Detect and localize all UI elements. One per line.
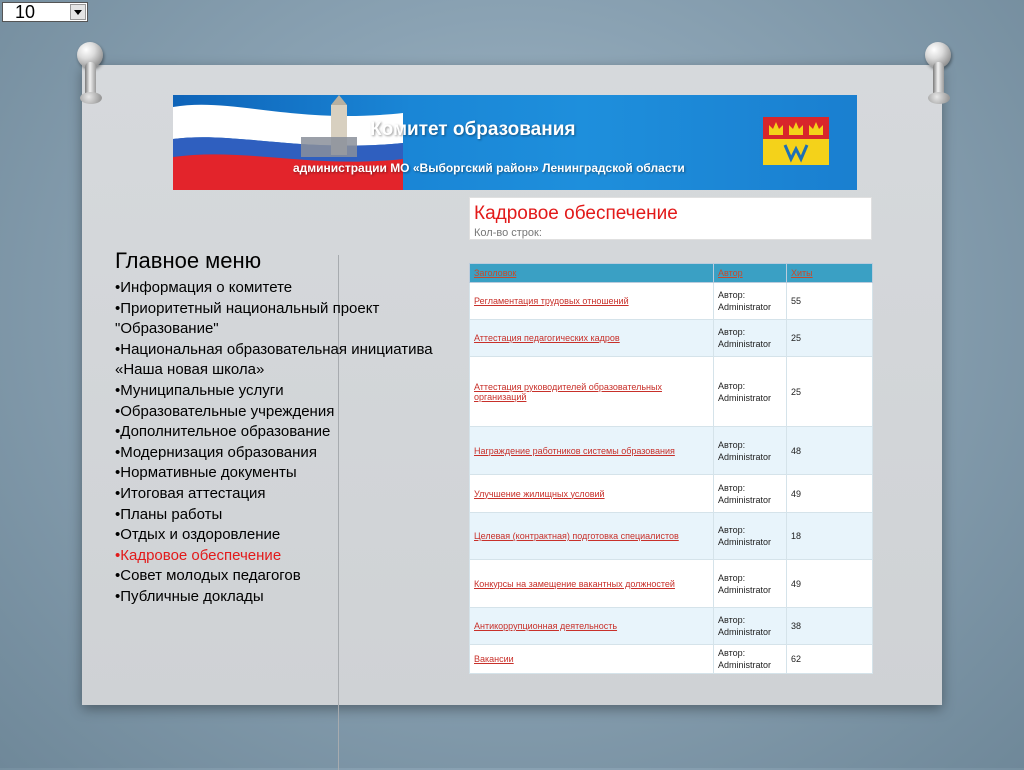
article-link[interactable]: Конкурсы на замещение вакантных должностей <box>474 578 675 589</box>
menu-item[interactable]: •Приоритетный национальный проект "Образование" <box>115 299 380 338</box>
table-row <box>470 475 873 513</box>
hits-cell: 38 <box>787 608 873 645</box>
hits-cell: 55 <box>787 283 873 320</box>
menu-item[interactable]: •Отдых и оздоровление <box>115 526 281 544</box>
author-cell: Автор: Administrator <box>714 283 787 320</box>
pushpin-icon <box>74 42 104 104</box>
article-link[interactable]: Регламентация трудовых отношений <box>474 296 629 306</box>
pushpin-icon <box>922 42 952 104</box>
author-cell: Автор: Administrator <box>714 357 787 427</box>
table-row <box>470 283 873 320</box>
hits-cell: 49 <box>787 560 873 608</box>
banner-subtitle: администрации МО «Выборгский район» Ленинградской области <box>293 161 685 175</box>
article-link[interactable]: Аттестация педагогических кадров <box>474 333 620 343</box>
menu-item[interactable]: •Национальная образовательная инициатива «Наша новая школа» <box>115 340 433 379</box>
article-link[interactable]: Награждение работников системы образования <box>474 445 675 456</box>
menu-item[interactable]: •Планы работы <box>115 505 223 523</box>
author-cell: Автор: Administrator <box>714 513 787 560</box>
author-cell: Автор: Administrator <box>714 608 787 645</box>
table-row <box>470 608 873 645</box>
main-menu-title: Главное меню <box>115 248 262 273</box>
author-cell: Автор: Administrator <box>714 645 787 674</box>
content-header <box>469 197 872 240</box>
column-header-title[interactable]: Заголовок <box>470 264 714 283</box>
site-banner <box>173 95 857 190</box>
page-title: Кадровое обеспечение <box>474 203 678 224</box>
article-link[interactable]: Аттестация руководителей образовательных организаций <box>474 381 662 402</box>
slide-number-value: 10 <box>15 2 36 22</box>
table-row <box>470 357 873 427</box>
menu-item[interactable]: •Публичные доклады <box>115 587 264 605</box>
menu-item-active[interactable]: •Кадровое обеспечение <box>115 546 282 564</box>
hits-cell: 48 <box>787 427 873 475</box>
articles-table <box>469 263 873 674</box>
table-header-row <box>470 264 873 283</box>
menu-item[interactable]: •Образовательные учреждения <box>115 402 335 420</box>
article-link[interactable]: Целевая (контрактная) подготовка специалистов <box>474 531 679 541</box>
slide-number-select[interactable] <box>2 2 88 22</box>
menu-item[interactable]: •Муниципальные услуги <box>115 381 284 399</box>
column-header-author[interactable]: Автор <box>714 264 787 283</box>
table-row <box>470 513 873 560</box>
article-link[interactable]: Вакансии <box>474 654 514 664</box>
main-menu <box>115 248 445 608</box>
table-row <box>470 560 873 608</box>
hits-cell: 62 <box>787 645 873 674</box>
hits-cell: 25 <box>787 320 873 357</box>
rows-count-label: Кол-во строк: <box>474 227 542 239</box>
article-link[interactable]: Улучшение жилищных условий <box>474 488 605 499</box>
menu-item[interactable]: •Информация о комитете <box>115 279 293 296</box>
chevron-down-icon[interactable] <box>70 4 86 20</box>
table-row <box>470 645 873 674</box>
menu-item[interactable]: •Модернизация образования <box>115 443 317 461</box>
menu-item[interactable]: •Совет молодых педагогов <box>115 567 301 585</box>
menu-item[interactable]: •Итоговая аттестация <box>115 484 266 502</box>
russian-flag-image <box>173 95 403 190</box>
author-cell: Автор: Administrator <box>714 560 787 608</box>
hits-cell: 25 <box>787 357 873 427</box>
menu-item[interactable]: •Нормативные документы <box>115 464 297 482</box>
hits-cell: 49 <box>787 475 873 513</box>
menu-item[interactable]: •Дополнительное образование <box>115 423 331 441</box>
banner-title: Комитет образования <box>370 119 576 140</box>
author-cell: Автор: Administrator <box>714 320 787 357</box>
hits-cell: 18 <box>787 513 873 560</box>
author-cell: Автор: Administrator <box>714 427 787 475</box>
author-cell: Автор: Administrator <box>714 475 787 513</box>
article-link[interactable]: Антикоррупционная деятельность <box>474 621 618 631</box>
coat-of-arms-icon <box>763 117 829 165</box>
column-header-hits[interactable]: Хиты <box>787 264 873 283</box>
table-row <box>470 427 873 475</box>
table-row <box>470 320 873 357</box>
